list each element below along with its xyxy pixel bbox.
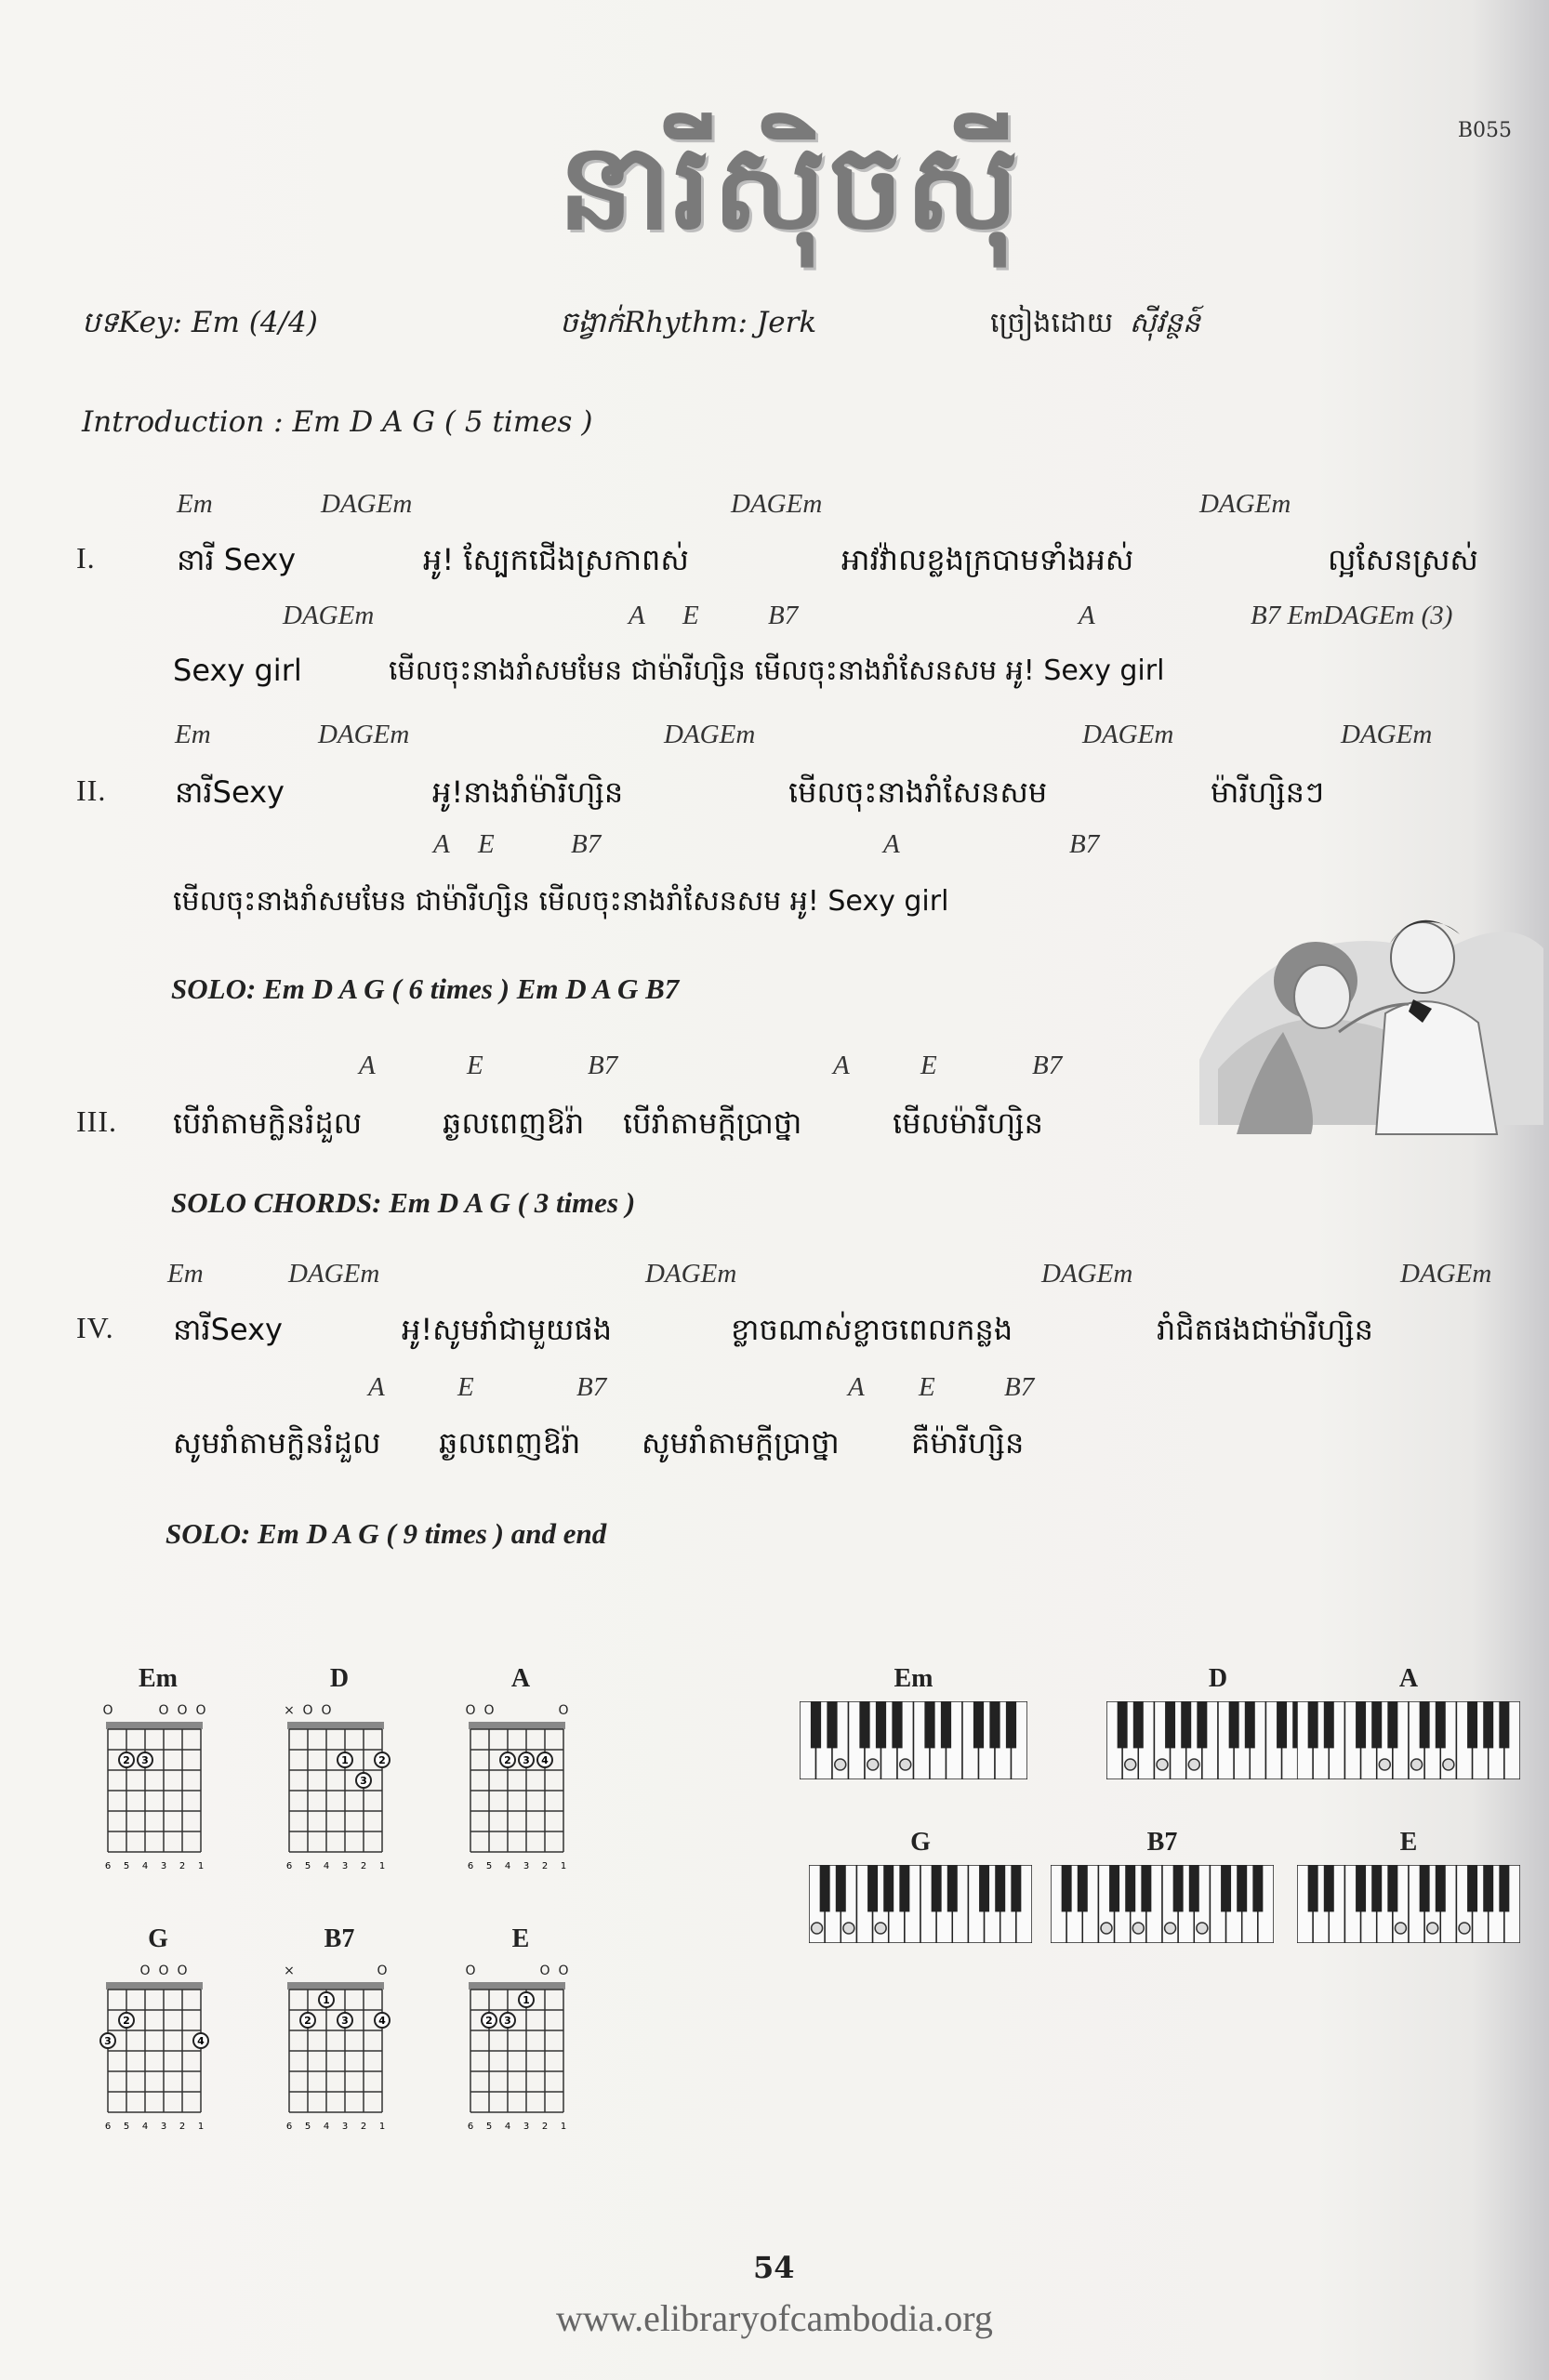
piano-chord-name: A xyxy=(1398,1664,1419,1693)
chord-label: A xyxy=(848,1372,865,1402)
chord-label: A xyxy=(433,829,450,859)
string-number: 5 xyxy=(123,2122,130,2132)
string-marker: O xyxy=(139,1964,151,1978)
finger-number: 3 xyxy=(341,2015,349,2027)
lyric-text: នារី Sexy xyxy=(177,542,297,577)
finger-number: 2 xyxy=(123,1754,130,1766)
string-marker: O xyxy=(465,1703,476,1718)
lyric-text: អូ!នាងរាំម៉ារីហ្សិន xyxy=(432,774,624,810)
string-number: 5 xyxy=(485,1861,493,1871)
string-marker: × xyxy=(284,1703,295,1718)
keyboard xyxy=(800,1701,1027,1779)
string-number: 1 xyxy=(197,1861,205,1871)
keyboard xyxy=(809,1865,1032,1943)
chord-label: DAGEm xyxy=(645,1259,737,1289)
fretboard xyxy=(280,1701,401,1897)
lyric-text: មើលចុះនាងរាំសែនសម xyxy=(788,774,1048,810)
key-marker xyxy=(900,1759,911,1770)
keyboard xyxy=(1297,1701,1520,1779)
fretboard xyxy=(99,1962,219,2157)
string-number: 6 xyxy=(104,2122,112,2132)
chord-label: Em xyxy=(167,1259,204,1289)
string-number: 3 xyxy=(160,2122,167,2132)
chord-label: Em xyxy=(175,720,211,749)
key-marker xyxy=(1132,1923,1144,1934)
chord-label: E xyxy=(478,829,495,859)
string-marker: O xyxy=(195,1703,206,1718)
string-number: 6 xyxy=(285,1861,293,1871)
solo-end-line: SOLO: Em D A G ( 9 times ) and end xyxy=(165,1517,607,1550)
chord-label: DAGEm xyxy=(1400,1259,1492,1289)
key-marker xyxy=(1395,1923,1406,1934)
chord-label: E xyxy=(457,1372,474,1402)
guitar-chord-name: A xyxy=(510,1664,531,1693)
chord-label: E xyxy=(682,601,699,630)
finger-number: 1 xyxy=(323,1994,330,2006)
finger-number: 3 xyxy=(104,2035,112,2047)
finger-number: 1 xyxy=(523,1994,530,2006)
string-number: 3 xyxy=(160,1861,167,1871)
chord-label: B7 xyxy=(571,829,602,859)
lyric-text: បើរាំតាមក្លិនរំដួល xyxy=(173,1105,363,1141)
lyric-text: ខ្លាចណាស់ខ្លាចពេលកន្លង xyxy=(731,1312,1013,1347)
key-marker xyxy=(1165,1923,1176,1934)
piano-chord-name: Em xyxy=(894,1664,933,1693)
guitar-chord-name: E xyxy=(511,1924,530,1953)
guitar-chord-name: Em xyxy=(139,1664,178,1693)
finger-number: 2 xyxy=(504,1754,511,1766)
fretboard xyxy=(280,1962,401,2157)
string-number: 2 xyxy=(179,2122,186,2132)
lyric-text: អូ!សូមរាំជាមួយផង xyxy=(402,1312,613,1347)
lyric-text: មើលចុះនាងរាំសមមែន ជាម៉ារីហ្សិន មើលចុះនាងរាំសែនសម អូ! Sexy girl xyxy=(389,654,1165,687)
string-number: 4 xyxy=(141,2122,149,2132)
key-marker xyxy=(1101,1923,1112,1934)
lyric-text: អូ! ស្បែកជើងស្រកាពស់ xyxy=(423,542,689,577)
finger-number: 3 xyxy=(141,1754,149,1766)
string-number: 6 xyxy=(285,2122,293,2132)
chord-label: B7 EmDAGEm (3) xyxy=(1251,601,1453,630)
key-marker xyxy=(1157,1759,1168,1770)
key-marker xyxy=(1379,1759,1390,1770)
chord-label: DAGEm xyxy=(288,1259,380,1289)
string-marker: O xyxy=(558,1964,569,1978)
string-number: 5 xyxy=(304,2122,311,2132)
string-marker: O xyxy=(558,1703,569,1718)
keyboard xyxy=(1106,1701,1330,1779)
finger-number: 2 xyxy=(485,2015,493,2027)
string-number: 2 xyxy=(360,1861,367,1871)
string-marker: O xyxy=(483,1703,495,1718)
finger-number: 4 xyxy=(378,2015,386,2027)
chord-label: B7 xyxy=(1004,1372,1035,1402)
chord-label: Em xyxy=(177,489,213,519)
chord-label: B7 xyxy=(1069,829,1100,859)
string-number: 5 xyxy=(123,1861,130,1871)
lyric-text: សូមរាំតាមក្លិនរំដួល xyxy=(173,1425,381,1461)
couple-illustration xyxy=(1199,892,1543,1144)
page-number: 54 xyxy=(753,2250,795,2285)
piano-chord-name: B7 xyxy=(1146,1828,1178,1857)
chord-label: A xyxy=(883,829,900,859)
chord-label: A xyxy=(1079,601,1095,630)
lyric-text: រាំជិតផងជាម៉ារីហ្សិន xyxy=(1157,1312,1373,1347)
chord-label: DAGEm xyxy=(318,720,410,749)
chord-label: A xyxy=(629,601,645,630)
string-number: 3 xyxy=(523,2122,530,2132)
chord-label: DAGEm xyxy=(283,601,375,630)
key-marker xyxy=(1411,1759,1423,1770)
verse-number: IV. xyxy=(76,1311,114,1344)
chord-label: B7 xyxy=(768,601,799,630)
fretboard xyxy=(461,1962,582,2157)
string-marker: O xyxy=(302,1703,313,1718)
key-marker xyxy=(867,1759,879,1770)
string-marker: O xyxy=(321,1703,332,1718)
lyric-text: អាវវ៉ាលខ្លងក្របាមទាំងអស់ xyxy=(841,542,1134,577)
key-marker xyxy=(1125,1759,1136,1770)
finger-number: 2 xyxy=(304,2015,311,2027)
piano-chord-name: E xyxy=(1399,1828,1418,1857)
chord-label: B7 xyxy=(588,1051,618,1080)
key-marker xyxy=(1443,1759,1454,1770)
guitar-chord-name: B7 xyxy=(324,1924,355,1953)
string-number: 5 xyxy=(304,1861,311,1871)
lyric-text: សូមរាំតាមក្តីប្រាថ្នា xyxy=(642,1425,840,1461)
string-number: 2 xyxy=(360,2122,367,2132)
chord-label: E xyxy=(920,1051,937,1080)
piano-chord-name: G xyxy=(910,1828,931,1857)
finger-number: 3 xyxy=(360,1775,367,1787)
chord-label: A xyxy=(368,1372,385,1402)
verse-number: I. xyxy=(76,541,96,575)
verse-number: III. xyxy=(76,1104,117,1138)
singer-label: ច្រៀងដោយ xyxy=(990,307,1114,339)
finger-number: 1 xyxy=(341,1754,349,1766)
lyric-text: បើរាំតាមក្តីប្រាថ្នា xyxy=(623,1105,802,1141)
string-number: 6 xyxy=(467,1861,474,1871)
string-number: 2 xyxy=(179,1861,186,1871)
chord-label: DAGEm xyxy=(1082,720,1174,749)
string-marker: O xyxy=(177,1964,188,1978)
finger-number: 2 xyxy=(123,2015,130,2027)
key-marker xyxy=(812,1923,823,1934)
chord-label: B7 xyxy=(576,1372,607,1402)
string-marker: O xyxy=(158,1964,169,1978)
lyric-text: មើលចុះនាងរាំសមមែន ជាម៉ារីហ្សិន មើលចុះនាងរាំសែនសម អូ! Sexy girl xyxy=(173,885,949,918)
string-number: 4 xyxy=(504,1861,511,1871)
string-number: 4 xyxy=(323,1861,330,1871)
piano-chord-name: D xyxy=(1208,1664,1228,1693)
chord-label: DAGEm xyxy=(1041,1259,1133,1289)
page-code: B055 xyxy=(1457,119,1512,142)
lyric-text: ម៉ារីហ្សិនៗ xyxy=(1211,774,1325,810)
finger-number: 3 xyxy=(504,2015,511,2027)
lyric-text: ល្អសែនស្រស់ xyxy=(1328,542,1478,577)
key-marker xyxy=(835,1759,846,1770)
string-number: 4 xyxy=(504,2122,511,2132)
string-number: 4 xyxy=(141,1861,149,1871)
keyboard xyxy=(1297,1865,1520,1943)
key-marker xyxy=(1459,1923,1470,1934)
rhythm-label: ចង្វាក់Rhythm: Jerk xyxy=(560,306,817,339)
string-marker: O xyxy=(158,1703,169,1718)
chord-label: DAGEm xyxy=(321,489,413,519)
lyric-text: គឺម៉ារីហ្សិន xyxy=(911,1425,1025,1461)
lyric-text: ឆ្ងលពេញឱរ៉ា xyxy=(439,1425,581,1461)
string-number: 1 xyxy=(560,1861,567,1871)
lyric-text: មើលម៉ារីហ្សិន xyxy=(893,1105,1043,1141)
chord-label: DAGEm xyxy=(731,489,823,519)
string-number: 2 xyxy=(541,2122,549,2132)
string-number: 5 xyxy=(485,2122,493,2132)
string-number: 6 xyxy=(104,1861,112,1871)
key-label: បទKey: Em (4/4) xyxy=(82,306,318,339)
key-marker xyxy=(843,1923,854,1934)
verse-number: II. xyxy=(76,774,107,807)
lyric-text: ឆ្ងលពេញឱរ៉ា xyxy=(443,1105,585,1141)
solo-chords-line: SOLO CHORDS: Em D A G ( 3 times ) xyxy=(171,1186,636,1219)
key-marker xyxy=(1427,1923,1438,1934)
keyboard xyxy=(1051,1865,1274,1943)
lyric-text: Sexy girl xyxy=(173,653,302,688)
string-marker: O xyxy=(465,1964,476,1978)
string-number: 1 xyxy=(378,1861,386,1871)
introduction: Introduction : Em D A G ( 5 times ) xyxy=(82,405,593,439)
string-marker: × xyxy=(284,1964,295,1978)
string-marker: O xyxy=(377,1964,388,1978)
finger-number: 2 xyxy=(378,1754,386,1766)
chord-label: DAGEm xyxy=(664,720,756,749)
guitar-chord-name: D xyxy=(329,1664,350,1693)
fretboard xyxy=(99,1701,219,1897)
chord-label: E xyxy=(919,1372,935,1402)
string-number: 6 xyxy=(467,2122,474,2132)
singer-name: ស៊ីវន្ថន៍ xyxy=(1129,307,1200,339)
lyric-text: នារីSexy xyxy=(175,774,285,810)
key-marker xyxy=(1197,1923,1208,1934)
guitar-chord-name: G xyxy=(148,1924,168,1953)
string-number: 3 xyxy=(341,1861,349,1871)
chord-label: A xyxy=(833,1051,850,1080)
chord-label: E xyxy=(467,1051,483,1080)
chord-label: B7 xyxy=(1032,1051,1063,1080)
string-number: 2 xyxy=(541,1861,549,1871)
song-title: នារីស៊ិចស៊ី xyxy=(558,117,1021,257)
string-marker: O xyxy=(177,1703,188,1718)
website-footer: www.elibraryofcambodia.org xyxy=(556,2297,993,2339)
finger-number: 3 xyxy=(523,1754,530,1766)
string-number: 4 xyxy=(323,2122,330,2132)
string-marker: O xyxy=(102,1703,113,1718)
fretboard xyxy=(461,1701,582,1897)
solo-line: SOLO: Em D A G ( 6 times ) Em D A G B7 xyxy=(171,972,680,1005)
string-number: 3 xyxy=(523,1861,530,1871)
lyric-text: នារីSexy xyxy=(173,1312,283,1347)
key-marker xyxy=(875,1923,886,1934)
string-number: 3 xyxy=(341,2122,349,2132)
string-number: 1 xyxy=(378,2122,386,2132)
finger-number: 4 xyxy=(197,2035,205,2047)
chord-label: DAGEm xyxy=(1341,720,1433,749)
key-marker xyxy=(1188,1759,1199,1770)
string-number: 1 xyxy=(560,2122,567,2132)
chord-label: A xyxy=(359,1051,376,1080)
string-number: 1 xyxy=(197,2122,205,2132)
finger-number: 4 xyxy=(541,1754,549,1766)
singer xyxy=(990,305,1200,346)
string-marker: O xyxy=(539,1964,550,1978)
chord-label: DAGEm xyxy=(1199,489,1291,519)
